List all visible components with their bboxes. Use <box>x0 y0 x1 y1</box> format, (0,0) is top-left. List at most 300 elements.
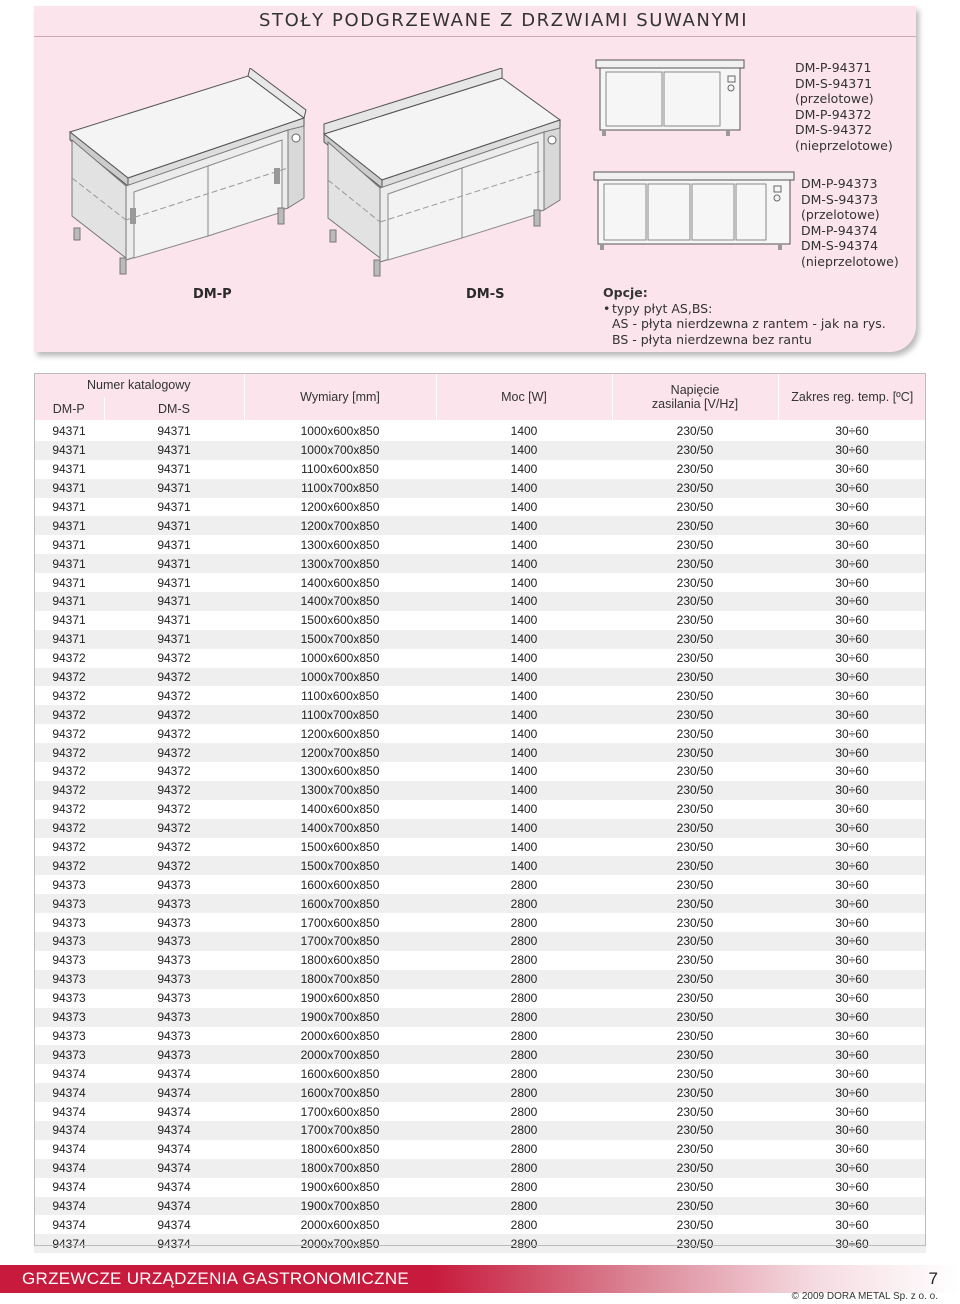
front-view-long-drawing <box>592 170 796 252</box>
cell-temp: 30÷60 <box>778 1083 926 1102</box>
cell-dm-s: 94374 <box>104 1178 244 1197</box>
page-number: 7 <box>928 1269 938 1288</box>
code-item: DM-S-94374 <box>801 238 879 254</box>
cell-voltage: 230/50 <box>612 498 778 517</box>
cell-voltage: 230/50 <box>612 592 778 611</box>
cell-voltage: 230/50 <box>612 1140 778 1159</box>
table-row <box>34 1121 926 1140</box>
cell-power: 1400 <box>436 441 612 460</box>
cell-dimensions: 1100x700x850 <box>244 705 436 724</box>
spec-table-body <box>34 421 926 1253</box>
cell-voltage: 230/50 <box>612 951 778 970</box>
codes-bottom-list <box>801 176 899 270</box>
options-line: AS - płyta nierdzewna z rantem - jak na rys. <box>612 316 886 331</box>
cell-dm-p: 94371 <box>34 421 104 441</box>
cell-voltage: 230/50 <box>612 724 778 743</box>
cell-voltage: 230/50 <box>612 421 778 441</box>
table-row <box>34 724 926 743</box>
table-row <box>34 1027 926 1046</box>
cell-voltage: 230/50 <box>612 705 778 724</box>
cell-power: 1400 <box>436 479 612 498</box>
cell-dimensions: 1900x700x850 <box>244 1008 436 1027</box>
cell-temp: 30÷60 <box>778 668 926 687</box>
cell-dm-p: 94372 <box>34 819 104 838</box>
cell-temp: 30÷60 <box>778 611 926 630</box>
cell-power: 2800 <box>436 1140 612 1159</box>
cell-dm-s: 94373 <box>104 970 244 989</box>
cell-temp: 30÷60 <box>778 819 926 838</box>
cell-power: 1400 <box>436 516 612 535</box>
cell-dimensions: 1200x600x850 <box>244 724 436 743</box>
cell-dm-s: 94372 <box>104 724 244 743</box>
cell-voltage: 230/50 <box>612 856 778 875</box>
cell-dm-p: 94373 <box>34 989 104 1008</box>
cell-dimensions: 1200x700x850 <box>244 516 436 535</box>
table-row <box>34 630 926 649</box>
cell-dm-p: 94372 <box>34 762 104 781</box>
cell-dm-p: 94371 <box>34 573 104 592</box>
table-row <box>34 573 926 592</box>
cell-voltage: 230/50 <box>612 838 778 857</box>
cell-voltage: 230/50 <box>612 1102 778 1121</box>
cell-temp: 30÷60 <box>778 800 926 819</box>
cell-dm-s: 94371 <box>104 630 244 649</box>
cell-dimensions: 1800x700x850 <box>244 970 436 989</box>
cell-temp: 30÷60 <box>778 1215 926 1234</box>
cell-temp: 30÷60 <box>778 875 926 894</box>
table-row <box>34 1234 926 1253</box>
cell-dm-s: 94374 <box>104 1215 244 1234</box>
cell-dm-p: 94372 <box>34 743 104 762</box>
cell-dimensions: 1100x700x850 <box>244 479 436 498</box>
cell-power: 1400 <box>436 800 612 819</box>
cell-dm-s: 94372 <box>104 781 244 800</box>
cell-voltage: 230/50 <box>612 516 778 535</box>
cell-power: 2800 <box>436 970 612 989</box>
cell-power: 2800 <box>436 1008 612 1027</box>
code-item: (przelotowe) <box>795 91 874 107</box>
cell-dm-p: 94372 <box>34 800 104 819</box>
cell-temp: 30÷60 <box>778 554 926 573</box>
cell-power: 1400 <box>436 649 612 668</box>
cell-power: 2800 <box>436 989 612 1008</box>
table-row <box>34 743 926 762</box>
table-row <box>34 535 926 554</box>
cell-dm-s: 94372 <box>104 668 244 687</box>
cell-dm-s: 94374 <box>104 1102 244 1121</box>
cell-voltage: 230/50 <box>612 894 778 913</box>
cell-dm-s: 94372 <box>104 838 244 857</box>
cell-dimensions: 1100x600x850 <box>244 460 436 479</box>
cell-voltage: 230/50 <box>612 819 778 838</box>
cell-voltage: 230/50 <box>612 1178 778 1197</box>
table-row <box>34 1045 926 1064</box>
cell-dimensions: 1000x700x850 <box>244 441 436 460</box>
cell-dm-s: 94373 <box>104 875 244 894</box>
cell-dm-s: 94371 <box>104 516 244 535</box>
table-row <box>34 838 926 857</box>
cell-voltage: 230/50 <box>612 1234 778 1253</box>
cell-dm-s: 94372 <box>104 800 244 819</box>
power-header: Moc [W] <box>436 373 612 421</box>
cell-voltage: 230/50 <box>612 686 778 705</box>
cell-dm-s: 94373 <box>104 932 244 951</box>
cell-temp: 30÷60 <box>778 1234 926 1253</box>
cell-dm-s: 94374 <box>104 1234 244 1253</box>
cell-power: 2800 <box>436 913 612 932</box>
cell-dimensions: 1000x700x850 <box>244 668 436 687</box>
table-row <box>34 421 926 441</box>
cell-power: 2800 <box>436 932 612 951</box>
cell-dimensions: 1800x600x850 <box>244 951 436 970</box>
cell-power: 2800 <box>436 1083 612 1102</box>
cell-dm-p: 94374 <box>34 1178 104 1197</box>
cell-dm-s: 94372 <box>104 856 244 875</box>
cell-voltage: 230/50 <box>612 573 778 592</box>
table-row <box>34 705 926 724</box>
cell-temp: 30÷60 <box>778 856 926 875</box>
voltage-header-line2: zasilania [V/Hz] <box>651 396 739 411</box>
cell-power: 1400 <box>436 668 612 687</box>
cell-power: 2800 <box>436 951 612 970</box>
cell-dm-s: 94371 <box>104 611 244 630</box>
cell-dm-p: 94372 <box>34 686 104 705</box>
cell-dimensions: 1400x600x850 <box>244 800 436 819</box>
title-divider <box>34 36 916 37</box>
cell-temp: 30÷60 <box>778 724 926 743</box>
cell-power: 1400 <box>436 838 612 857</box>
cell-dimensions: 1100x600x850 <box>244 686 436 705</box>
cell-voltage: 230/50 <box>612 1083 778 1102</box>
cell-dm-p: 94372 <box>34 668 104 687</box>
code-item: (przelotowe) <box>801 207 880 223</box>
cell-power: 2800 <box>436 1045 612 1064</box>
cell-dm-s: 94374 <box>104 1197 244 1216</box>
cell-dimensions: 1300x700x850 <box>244 781 436 800</box>
cell-voltage: 230/50 <box>612 913 778 932</box>
table-row <box>34 1064 926 1083</box>
cell-dm-s: 94372 <box>104 686 244 705</box>
cell-dm-p: 94372 <box>34 838 104 857</box>
table-row <box>34 1140 926 1159</box>
cell-dm-p: 94371 <box>34 460 104 479</box>
cell-dimensions: 1600x600x850 <box>244 1064 436 1083</box>
cell-power: 1400 <box>436 856 612 875</box>
cell-temp: 30÷60 <box>778 970 926 989</box>
cell-dimensions: 2000x600x850 <box>244 1027 436 1046</box>
cell-dm-s: 94373 <box>104 894 244 913</box>
options-heading: Opcje: <box>603 285 648 300</box>
code-item: (nieprzelotowe) <box>795 137 893 153</box>
cell-dm-p: 94374 <box>34 1064 104 1083</box>
table-row <box>34 762 926 781</box>
cell-dm-s: 94371 <box>104 460 244 479</box>
cell-temp: 30÷60 <box>778 1121 926 1140</box>
cell-dimensions: 1900x600x850 <box>244 989 436 1008</box>
cell-dm-p: 94374 <box>34 1121 104 1140</box>
cell-temp: 30÷60 <box>778 762 926 781</box>
cell-dimensions: 2000x700x850 <box>244 1045 436 1064</box>
cell-dimensions: 1400x600x850 <box>244 573 436 592</box>
cell-voltage: 230/50 <box>612 1008 778 1027</box>
cell-temp: 30÷60 <box>778 630 926 649</box>
cell-dimensions: 1300x600x850 <box>244 535 436 554</box>
cell-dm-p: 94373 <box>34 1045 104 1064</box>
cell-dm-s: 94374 <box>104 1159 244 1178</box>
table-row <box>34 1083 926 1102</box>
cell-dimensions: 1500x700x850 <box>244 630 436 649</box>
cell-voltage: 230/50 <box>612 554 778 573</box>
cell-temp: 30÷60 <box>778 1197 926 1216</box>
cell-dm-s: 94373 <box>104 913 244 932</box>
cell-temp: 30÷60 <box>778 932 926 951</box>
table-row <box>34 1159 926 1178</box>
cell-dm-p: 94371 <box>34 592 104 611</box>
cell-dm-s: 94372 <box>104 819 244 838</box>
cell-voltage: 230/50 <box>612 668 778 687</box>
cell-dimensions: 1800x700x850 <box>244 1159 436 1178</box>
code-item: (nieprzelotowe) <box>801 253 899 269</box>
table-row <box>34 441 926 460</box>
cell-dm-s: 94371 <box>104 573 244 592</box>
cell-power: 1400 <box>436 611 612 630</box>
cell-power: 1400 <box>436 554 612 573</box>
cell-dimensions: 1200x700x850 <box>244 743 436 762</box>
cell-voltage: 230/50 <box>612 1215 778 1234</box>
cell-power: 2800 <box>436 875 612 894</box>
cell-power: 1400 <box>436 819 612 838</box>
cell-power: 1400 <box>436 781 612 800</box>
cell-dm-p: 94371 <box>34 535 104 554</box>
cell-temp: 30÷60 <box>778 989 926 1008</box>
cell-dm-s: 94373 <box>104 1045 244 1064</box>
table-row <box>34 498 926 517</box>
cell-dm-p: 94371 <box>34 611 104 630</box>
dm-s-table-drawing <box>316 68 568 280</box>
cell-power: 1400 <box>436 743 612 762</box>
code-item: DM-P-94372 <box>795 106 872 122</box>
cell-dm-p: 94374 <box>34 1197 104 1216</box>
cell-dimensions: 1700x600x850 <box>244 913 436 932</box>
table-row <box>34 1008 926 1027</box>
cell-dm-p: 94373 <box>34 1008 104 1027</box>
cell-temp: 30÷60 <box>778 1008 926 1027</box>
cell-temp: 30÷60 <box>778 1102 926 1121</box>
cell-dm-s: 94372 <box>104 649 244 668</box>
cell-voltage: 230/50 <box>612 460 778 479</box>
cell-temp: 30÷60 <box>778 421 926 441</box>
cell-dimensions: 2000x700x850 <box>244 1234 436 1253</box>
cell-dm-p: 94371 <box>34 498 104 517</box>
cell-dimensions: 1900x600x850 <box>244 1178 436 1197</box>
table-row <box>34 592 926 611</box>
cell-dm-s: 94371 <box>104 421 244 441</box>
cell-temp: 30÷60 <box>778 441 926 460</box>
options-box <box>603 285 886 347</box>
cell-dimensions: 1300x600x850 <box>244 762 436 781</box>
table-row <box>34 686 926 705</box>
cell-voltage: 230/50 <box>612 1121 778 1140</box>
cell-dm-p: 94374 <box>34 1159 104 1178</box>
table-row <box>34 856 926 875</box>
codes-top-list <box>795 60 893 154</box>
cell-dm-p: 94373 <box>34 875 104 894</box>
cell-temp: 30÷60 <box>778 498 926 517</box>
cell-dm-p: 94374 <box>34 1215 104 1234</box>
table-row <box>34 932 926 951</box>
cell-power: 2800 <box>436 1159 612 1178</box>
cell-temp: 30÷60 <box>778 686 926 705</box>
cell-dimensions: 1400x700x850 <box>244 592 436 611</box>
cell-dm-s: 94374 <box>104 1140 244 1159</box>
cell-dm-s: 94372 <box>104 743 244 762</box>
cell-power: 1400 <box>436 705 612 724</box>
cell-temp: 30÷60 <box>778 913 926 932</box>
table-row <box>34 1102 926 1121</box>
cell-dm-s: 94373 <box>104 1008 244 1027</box>
cell-voltage: 230/50 <box>612 1197 778 1216</box>
cell-dm-s: 94371 <box>104 498 244 517</box>
cell-power: 1400 <box>436 724 612 743</box>
cell-dm-p: 94371 <box>34 516 104 535</box>
cell-voltage: 230/50 <box>612 970 778 989</box>
cell-dm-s: 94372 <box>104 705 244 724</box>
cell-power: 1400 <box>436 573 612 592</box>
cell-power: 2800 <box>436 1102 612 1121</box>
cell-dimensions: 1700x700x850 <box>244 932 436 951</box>
dm-p-table-drawing <box>58 68 310 280</box>
cell-voltage: 230/50 <box>612 932 778 951</box>
cell-dm-p: 94374 <box>34 1234 104 1253</box>
cell-dimensions: 1300x700x850 <box>244 554 436 573</box>
table-row <box>34 479 926 498</box>
cell-temp: 30÷60 <box>778 894 926 913</box>
code-item: DM-S-94372 <box>795 122 873 138</box>
cell-dm-s: 94373 <box>104 951 244 970</box>
cell-power: 1400 <box>436 498 612 517</box>
cell-power: 2800 <box>436 1215 612 1234</box>
cell-dm-p: 94373 <box>34 932 104 951</box>
cell-dm-p: 94372 <box>34 724 104 743</box>
cell-dm-s: 94374 <box>104 1121 244 1140</box>
cell-dm-s: 94371 <box>104 592 244 611</box>
table-row <box>34 1197 926 1216</box>
cell-power: 1400 <box>436 421 612 441</box>
dm-p-label: DM-P <box>193 287 232 302</box>
cell-power: 2800 <box>436 1197 612 1216</box>
cell-dimensions: 1400x700x850 <box>244 819 436 838</box>
cell-temp: 30÷60 <box>778 460 926 479</box>
cell-voltage: 230/50 <box>612 479 778 498</box>
cell-temp: 30÷60 <box>778 1140 926 1159</box>
dm-s-label: DM-S <box>466 287 505 302</box>
footer-text: GRZEWCZE URZĄDZENIA GASTRONOMICZNE <box>22 1269 410 1288</box>
cell-dm-s: 94372 <box>104 762 244 781</box>
code-item: DM-P-94371 <box>795 60 872 75</box>
cell-power: 2800 <box>436 1064 612 1083</box>
cell-dm-p: 94373 <box>34 913 104 932</box>
cell-temp: 30÷60 <box>778 535 926 554</box>
cell-dm-s: 94373 <box>104 989 244 1008</box>
cell-power: 1400 <box>436 762 612 781</box>
cell-dm-s: 94371 <box>104 535 244 554</box>
cell-voltage: 230/50 <box>612 630 778 649</box>
cell-power: 2800 <box>436 894 612 913</box>
cell-dm-s: 94373 <box>104 1027 244 1046</box>
table-row <box>34 951 926 970</box>
table-row <box>34 554 926 573</box>
cell-dm-p: 94371 <box>34 554 104 573</box>
cell-voltage: 230/50 <box>612 762 778 781</box>
cell-voltage: 230/50 <box>612 989 778 1008</box>
cell-temp: 30÷60 <box>778 649 926 668</box>
cell-dm-p: 94372 <box>34 649 104 668</box>
cell-voltage: 230/50 <box>612 1045 778 1064</box>
code-item: DM-S-94371 <box>795 75 873 91</box>
cell-voltage: 230/50 <box>612 743 778 762</box>
cell-temp: 30÷60 <box>778 781 926 800</box>
cell-dm-s: 94371 <box>104 441 244 460</box>
cell-power: 2800 <box>436 1121 612 1140</box>
cell-temp: 30÷60 <box>778 1027 926 1046</box>
cell-dimensions: 1500x600x850 <box>244 611 436 630</box>
table-row <box>34 970 926 989</box>
cell-dimensions: 1700x700x850 <box>244 1121 436 1140</box>
cell-power: 1400 <box>436 535 612 554</box>
cell-dm-p: 94371 <box>34 630 104 649</box>
temp-header: Zakres reg. temp. [ºC] <box>778 373 926 421</box>
table-row <box>34 649 926 668</box>
cell-dm-p: 94371 <box>34 479 104 498</box>
dm-s-header: DM-S <box>104 397 244 421</box>
voltage-header <box>612 373 778 421</box>
table-row <box>34 894 926 913</box>
cell-power: 2800 <box>436 1178 612 1197</box>
cell-dimensions: 1200x600x850 <box>244 498 436 517</box>
dm-p-header: DM-P <box>34 397 104 421</box>
cell-dm-s: 94374 <box>104 1064 244 1083</box>
code-item: DM-P-94373 <box>801 176 878 191</box>
cell-dimensions: 1900x700x850 <box>244 1197 436 1216</box>
options-line: BS - płyta nierdzewna bez rantu <box>612 331 812 347</box>
footer-bar <box>0 1265 960 1293</box>
cell-voltage: 230/50 <box>612 649 778 668</box>
cell-dm-s: 94371 <box>104 479 244 498</box>
cell-temp: 30÷60 <box>778 1045 926 1064</box>
cell-temp: 30÷60 <box>778 592 926 611</box>
cell-dm-p: 94372 <box>34 781 104 800</box>
cell-temp: 30÷60 <box>778 479 926 498</box>
table-row <box>34 1178 926 1197</box>
options-bullet: • typy płyt AS,BS: <box>603 301 886 317</box>
cell-dimensions: 1500x700x850 <box>244 856 436 875</box>
cell-dm-s: 94371 <box>104 554 244 573</box>
cell-dm-p: 94373 <box>34 1027 104 1046</box>
cell-voltage: 230/50 <box>612 1159 778 1178</box>
cell-voltage: 230/50 <box>612 1064 778 1083</box>
cell-dm-p: 94373 <box>34 894 104 913</box>
table-row <box>34 800 926 819</box>
cell-dimensions: 1000x600x850 <box>244 421 436 441</box>
cell-dm-p: 94374 <box>34 1102 104 1121</box>
spec-table <box>34 373 926 1253</box>
cell-power: 2800 <box>436 1234 612 1253</box>
cell-dimensions: 2000x600x850 <box>244 1215 436 1234</box>
table-row <box>34 819 926 838</box>
cell-temp: 30÷60 <box>778 573 926 592</box>
cell-temp: 30÷60 <box>778 838 926 857</box>
cell-dimensions: 1600x700x850 <box>244 1083 436 1102</box>
